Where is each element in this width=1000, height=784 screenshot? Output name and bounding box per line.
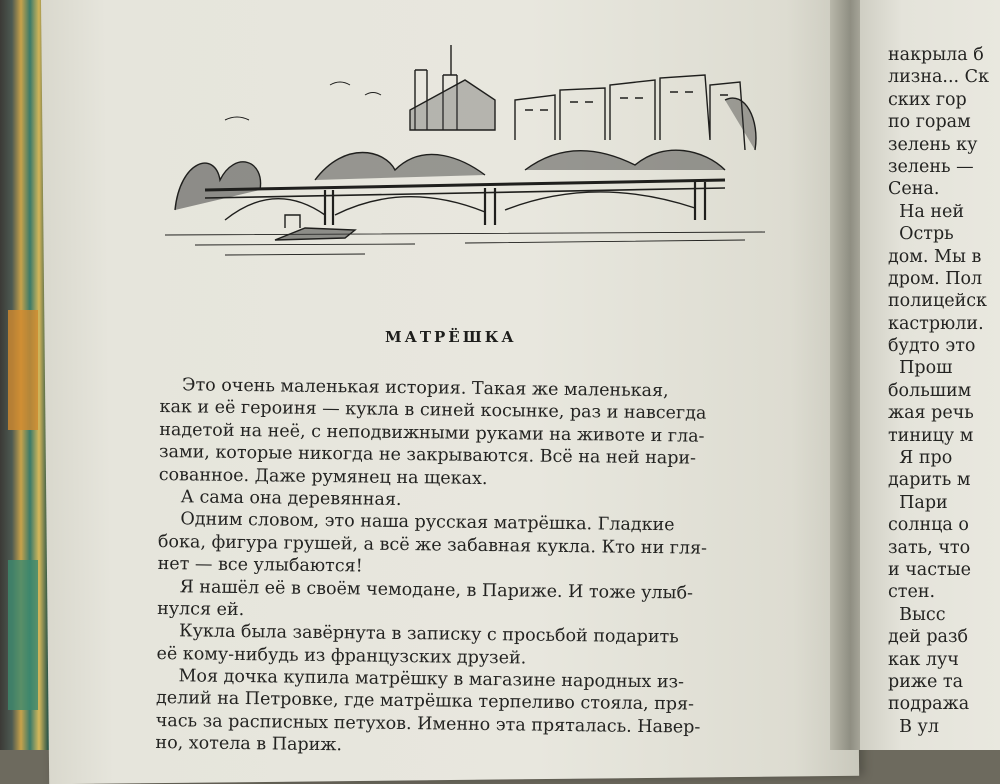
text-line: как и её героиня — кукла в синей косынке, раз и навсегда bbox=[159, 397, 707, 425]
text-line: дом. Мы в bbox=[888, 246, 982, 267]
text-line: А сама она деревянная. bbox=[158, 486, 402, 510]
text-line: Моя дочка купила матрёшку в магазине народных из- bbox=[156, 666, 685, 693]
text-line: На ней bbox=[888, 201, 965, 222]
text-line: риже та bbox=[888, 671, 963, 692]
text-line: нулся ей. bbox=[157, 598, 245, 620]
text-line: Пари bbox=[888, 492, 948, 513]
text-line: зелень — bbox=[888, 156, 980, 177]
text-line: надетой на неё, с неподвижными руками на животе и гла- bbox=[159, 419, 705, 447]
text-line: зать, что bbox=[888, 537, 971, 558]
text-line: стен. bbox=[888, 582, 936, 603]
text-line: ских гор bbox=[888, 89, 973, 110]
text-line: Одним словом, это наша русская матрёшка. Гладкие bbox=[158, 509, 675, 536]
text-line: полицейск bbox=[888, 291, 987, 312]
text-line: но, хотела в Париж. bbox=[155, 733, 343, 756]
text-line: подража bbox=[888, 694, 970, 715]
text-line: Это очень маленькая история. Такая же маленькая, bbox=[159, 374, 669, 402]
text-line: дарить м bbox=[888, 470, 971, 491]
text-line: В ул bbox=[888, 716, 939, 737]
text-line: и частые bbox=[888, 559, 971, 580]
text-line: Высс bbox=[888, 604, 946, 625]
text-line: сованное. Даже румянец на щеках. bbox=[158, 464, 488, 489]
text-line: Сена. bbox=[888, 179, 940, 200]
text-line: жая речь bbox=[888, 403, 974, 424]
text-line: будто это bbox=[888, 336, 981, 357]
text-line: солнца о bbox=[888, 515, 969, 536]
text-line: кастрюли. bbox=[888, 313, 984, 334]
notre-dame-bridge-illustration bbox=[165, 40, 765, 260]
text-line: как луч bbox=[888, 649, 959, 670]
text-line: делий на Петровке, где матрёшка терпеливо стояла, пря- bbox=[155, 688, 695, 716]
text-line: Я про bbox=[888, 448, 953, 469]
text-line: чась за расписных петухов. Именно эта пряталась. Навер- bbox=[155, 710, 701, 738]
text-line: зами, которые никогда не закрываются. Всё на ней нари- bbox=[158, 442, 697, 469]
text-line: по горам bbox=[888, 112, 977, 133]
text-line: её кому-нибудь из французских друзей. bbox=[156, 643, 527, 669]
chapter-title: МАТРЁШКА bbox=[385, 328, 517, 346]
right-page-text bbox=[888, 44, 989, 738]
text-line: зелень ку bbox=[888, 134, 978, 155]
text-line: лизна... Ск bbox=[888, 67, 990, 88]
text-line: дром. Пол bbox=[888, 268, 983, 289]
text-line: Я нашёл её в своём чемодане, в Париже. И тоже улыб- bbox=[157, 576, 694, 604]
text-line: накрыла б bbox=[888, 45, 984, 65]
text-line: большим bbox=[888, 380, 977, 401]
text-line: Прош bbox=[888, 358, 953, 379]
cover-pattern bbox=[8, 310, 38, 430]
text-line: тиницу м bbox=[888, 425, 974, 446]
left-page-text bbox=[155, 374, 780, 762]
text-line: Кукла была завёрнута в записку с просьбой подарить bbox=[156, 621, 679, 648]
text-line: бока, фигура грушей, а всё же забавная кукла. Кто ни гля- bbox=[157, 531, 708, 559]
cover-pattern bbox=[8, 560, 38, 710]
text-line: дей разб bbox=[888, 627, 969, 648]
text-line: Острь bbox=[888, 224, 954, 245]
text-line: нет — все улыбаются! bbox=[157, 554, 363, 577]
